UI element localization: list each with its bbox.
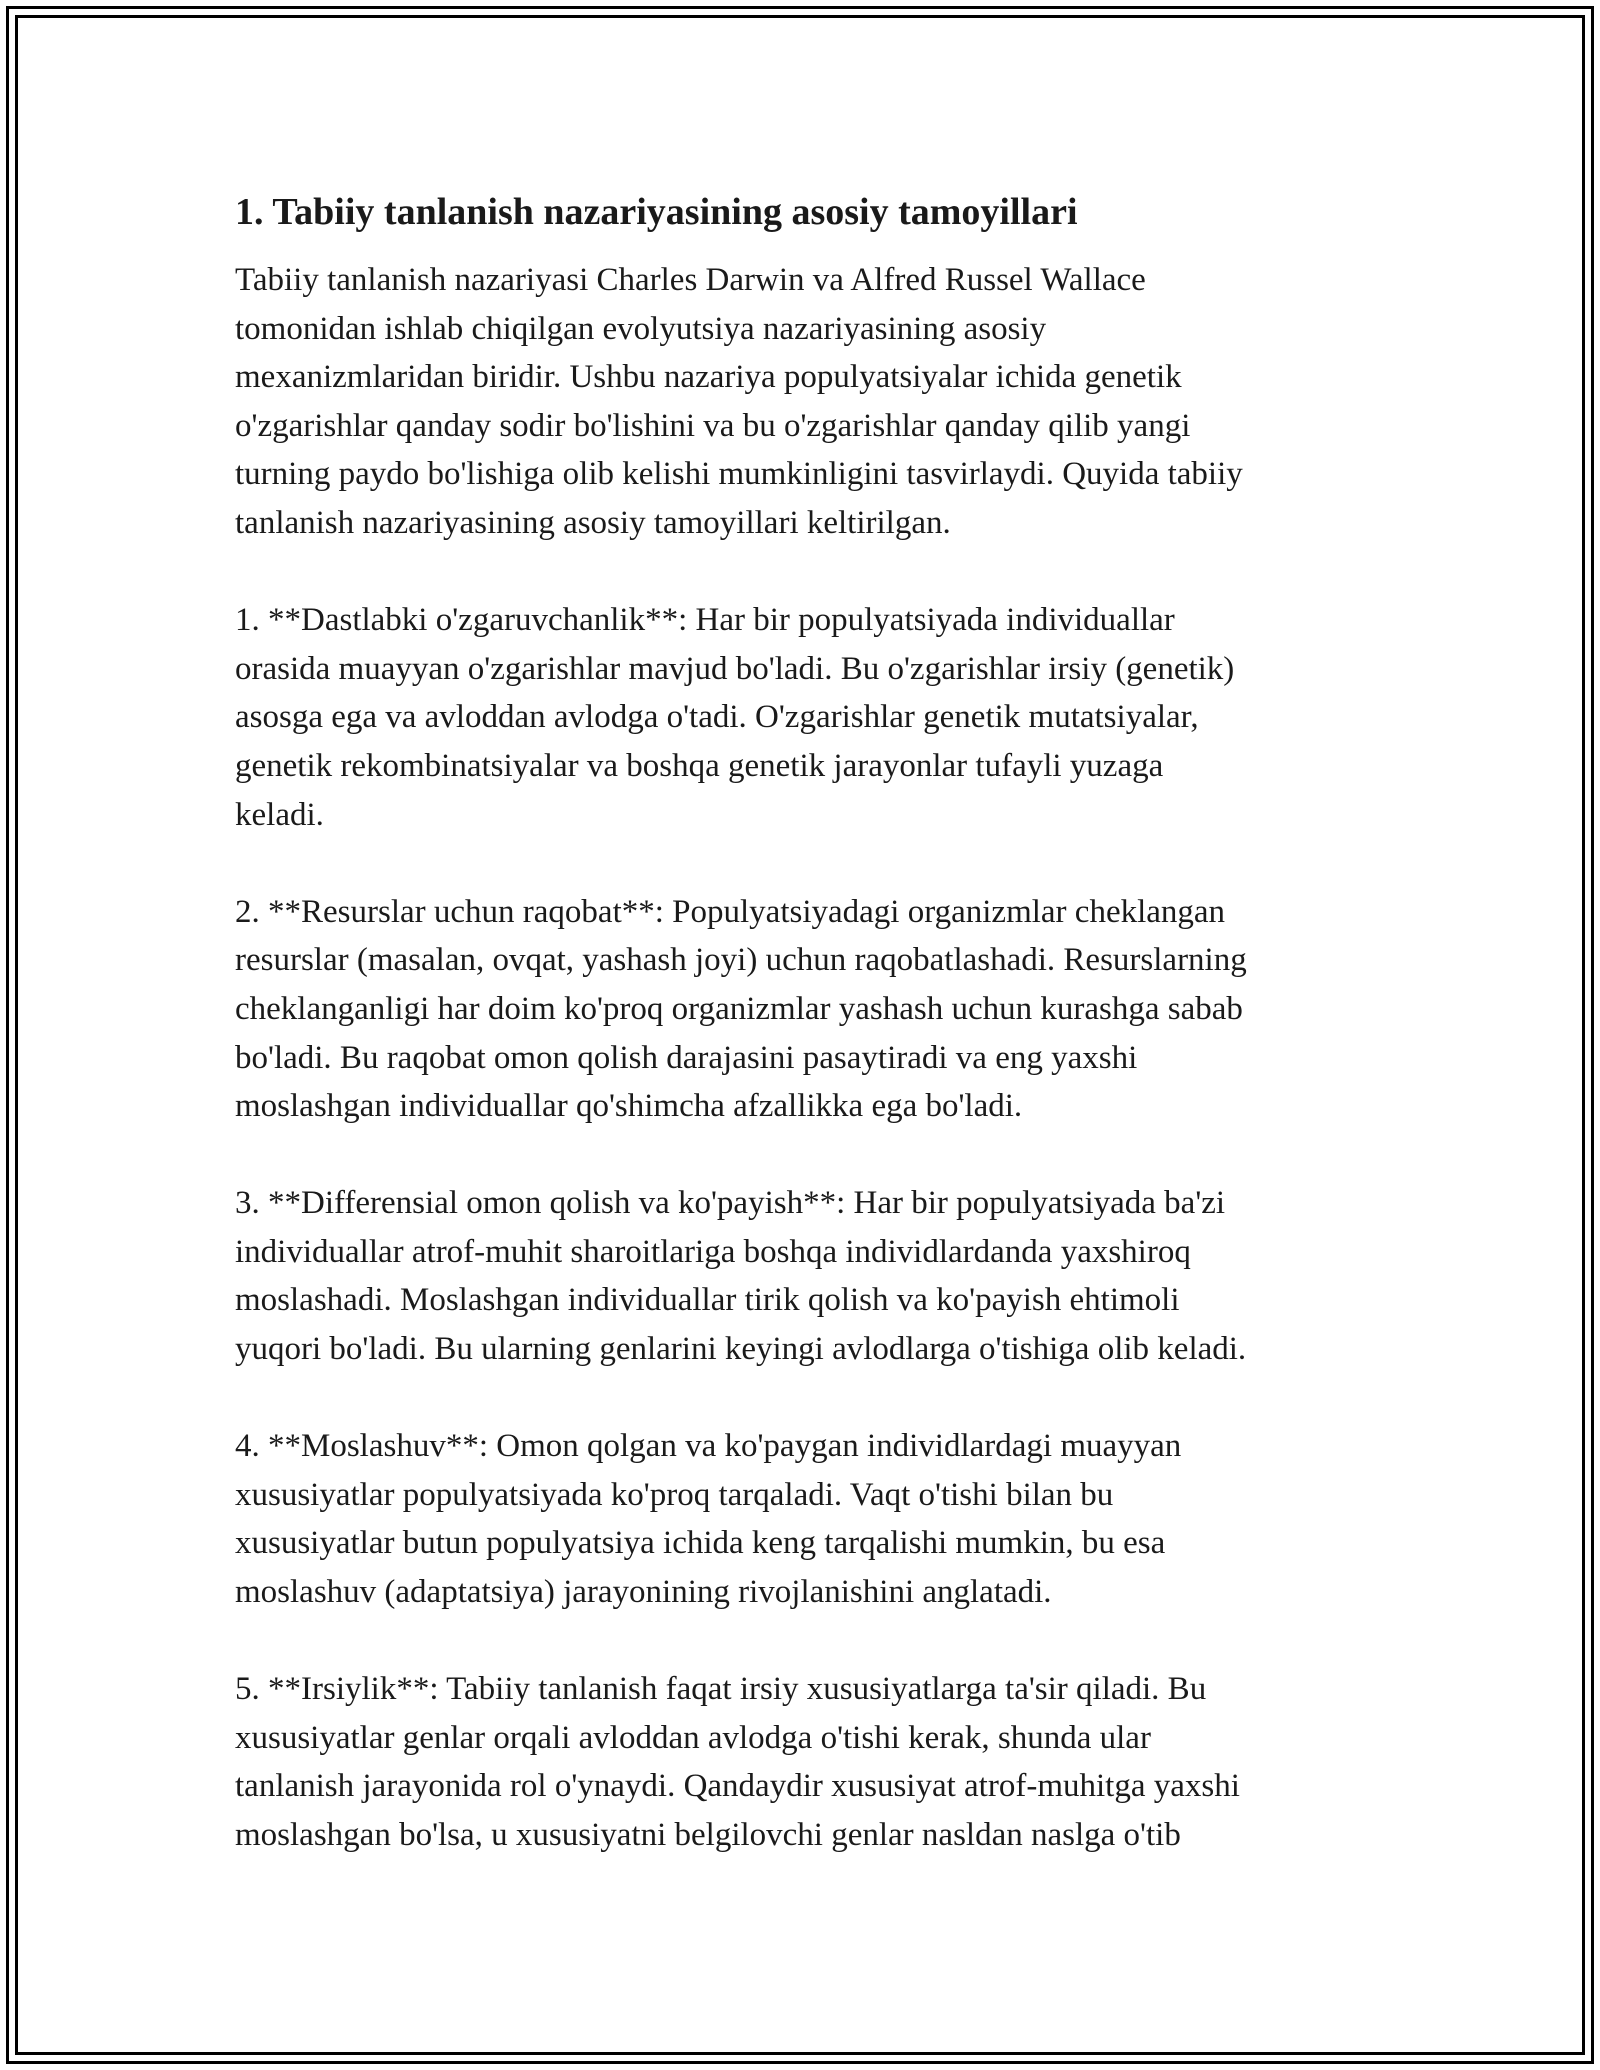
- text-line: turning paydo bo'lishiga olib kelishi mumkinligini tasvirlaydi. Quyida tabiiy: [235, 456, 1243, 493]
- text-line: keladi.: [235, 796, 324, 833]
- text-line: cheklanganligi har doim ko'proq organizmlar yashash uchun kurashga sabab: [235, 990, 1243, 1027]
- text-line: tomonidan ishlab chiqilgan evolyutsiya nazariyasining asosiy: [235, 310, 1047, 347]
- text-line: tanlanish jarayonida rol o'ynaydi. Qandaydir xususiyat atrof-muhitga yaxshi: [235, 1768, 1240, 1805]
- text-line: genetik rekombinatsiyalar va boshqa genetik jarayonlar tufayli yuzaga: [235, 747, 1164, 784]
- text-line: 4. **Moslashuv**: Omon qolgan va ko'paygan individlardagi muayyan: [235, 1428, 1182, 1465]
- text-line: resurslar (masalan, ovqat, yashash joyi) uchun raqobatlashadi. Resurslarning: [235, 942, 1247, 979]
- text-line: bo'ladi. Bu raqobat omon qolish darajasini pasaytiradi va eng yaxshi: [235, 1039, 1138, 1076]
- text-line: mexanizmlaridan biridir. Ushbu nazariya populyatsiyalar ichida genetik: [235, 359, 1182, 396]
- principle-4-paragraph: [235, 1422, 1385, 1616]
- text-line: 2. **Resurslar uchun raqobat**: Populyatsiyadagi organizmlar cheklangan: [235, 893, 1226, 930]
- text-line: moslashuv (adaptatsiya) jarayonining rivojlanishini anglatadi.: [235, 1574, 1052, 1611]
- text-line: xususiyatlar populyatsiyada ko'proq tarqaladi. Vaqt o'tishi bilan bu: [235, 1476, 1114, 1513]
- text-line: 3. **Differensial omon qolish va ko'payish**: Har bir populyatsiyada ba'zi: [235, 1185, 1226, 1222]
- text-line: 1. **Dastlabki o'zgaruvchanlik**: Har bir populyatsiyada individuallar: [235, 602, 1175, 639]
- text-line: xususiyatlar genlar orqali avloddan avlodga o'tishi kerak, shunda ular: [235, 1719, 1151, 1756]
- text-line: yuqori bo'ladi. Bu ularning genlarini keyingi avlodlarga o'tishiga olib keladi.: [235, 1331, 1247, 1368]
- text-line: asosga ega va avloddan avlodga o'tadi. O'zgarishlar genetik mutatsiyalar,: [235, 699, 1199, 736]
- document-body: [235, 190, 1385, 1908]
- text-line: moslashadi. Moslashgan individuallar tirik qolish va ko'payish ehtimoli: [235, 1282, 1180, 1319]
- text-line: orasida muayyan o'zgarishlar mavjud bo'ladi. Bu o'zgarishlar irsiy (genetik): [235, 650, 1235, 687]
- text-line: tanlanish nazariyasining asosiy tamoyillari keltirilgan.: [235, 504, 951, 541]
- principle-2-paragraph: [235, 888, 1385, 1131]
- text-line: o'zgarishlar qanday sodir bo'lishini va bu o'zgarishlar qanday qilib yangi: [235, 407, 1191, 444]
- principle-1-paragraph: [235, 596, 1385, 839]
- principle-5-paragraph: [235, 1665, 1385, 1859]
- intro-paragraph: [235, 256, 1385, 548]
- text-line: 5. **Irsiylik**: Tabiiy tanlanish faqat irsiy xususiyatlarga ta'sir qiladi. Bu: [235, 1671, 1207, 1708]
- principle-3-paragraph: [235, 1179, 1385, 1373]
- text-line: Tabiiy tanlanish nazariyasi Charles Darwin va Alfred Russel Wallace: [235, 262, 1146, 298]
- text-line: moslashgan individuallar qo'shimcha afzallikka ega bo'ladi.: [235, 1088, 1023, 1125]
- section-heading: 1. Tabiiy tanlanish nazariyasining asosiy tamoyillari: [235, 191, 1078, 233]
- text-line: individuallar atrof-muhit sharoitlariga boshqa individlardanda yaxshiroq: [235, 1233, 1191, 1270]
- text-line: xususiyatlar butun populyatsiya ichida keng tarqalishi mumkin, bu esa: [235, 1525, 1166, 1562]
- text-line: moslashgan bo'lsa, u xususiyatni belgilovchi genlar nasldan naslga o'tib: [235, 1817, 1181, 1853]
